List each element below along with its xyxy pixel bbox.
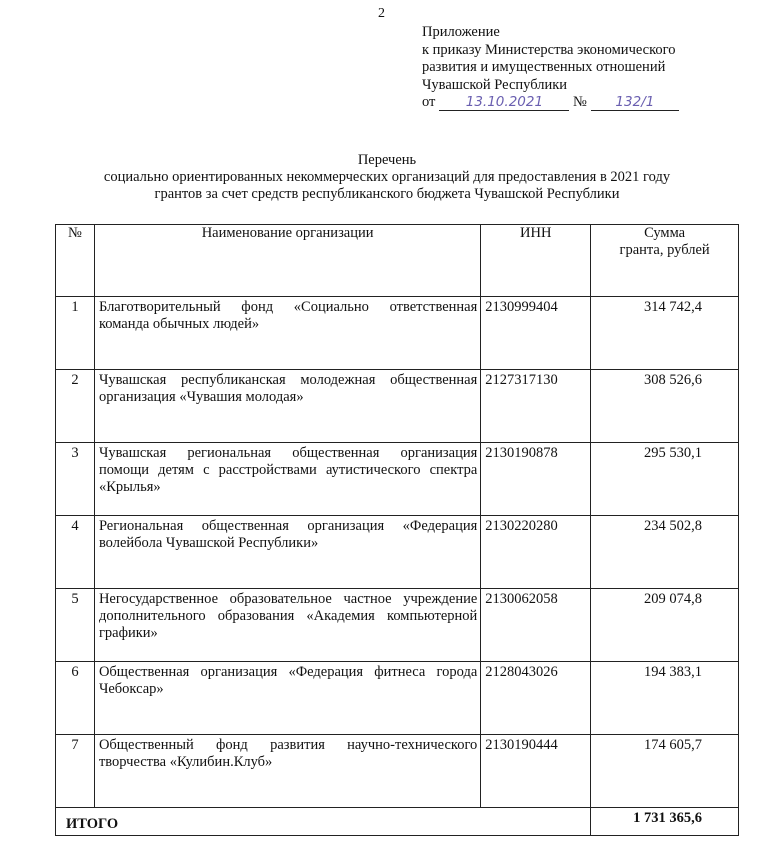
order-number: 132/1: [591, 95, 679, 111]
row-sum: 308 526,6: [591, 370, 739, 443]
appendix-line-2: к приказу Министерства экономического: [422, 41, 676, 58]
appendix-line-1: Приложение: [422, 24, 500, 40]
row-name: Чувашская республиканская молодежная общественная организация «Чувашия молодая»: [94, 370, 480, 443]
row-name: Общественная организация «Федерация фитнеса города Чебоксар»: [94, 662, 480, 735]
header-sum: [591, 225, 739, 297]
row-inn: 2130062058: [481, 589, 591, 662]
row-name: Чувашская региональная общественная организация помощи детям с расстройствами аутистического спектра «Крылья»: [94, 443, 480, 516]
row-num: 3: [56, 443, 95, 516]
row-num: 6: [56, 662, 95, 735]
appendix-line-4: Чувашской Республики: [422, 76, 568, 93]
row-name: Благотворительный фонд «Социально ответственная команда обычных людей»: [94, 297, 480, 370]
row-name: Негосударственное образовательное частное учреждение дополнительного образования «Академия компьютерной графики»: [94, 589, 480, 662]
row-inn: 2130220280: [481, 516, 591, 589]
table-header-row: [56, 225, 739, 297]
header-name: Наименование организации: [94, 225, 480, 297]
header-sum-line-1: Сумма: [644, 225, 686, 241]
header-num: №: [56, 225, 95, 297]
appendix-line-3: развития и имущественных отношений: [422, 59, 666, 75]
total-sum: 1 731 365,6: [591, 808, 739, 836]
organizations-table: [55, 224, 739, 836]
row-sum: 295 530,1: [591, 443, 739, 516]
table-row: [56, 443, 739, 516]
page-number: 2: [378, 6, 385, 21]
row-sum: 174 605,7: [591, 735, 739, 808]
table-row: [56, 662, 739, 735]
row-sum: 234 502,8: [591, 516, 739, 589]
table-row: [56, 516, 739, 589]
row-num: 4: [56, 516, 95, 589]
table-row: [56, 297, 739, 370]
title-line-2: социально ориентированных некоммерческих организаций для предоставления в 2021 году: [103, 169, 671, 185]
appendix-header: [422, 24, 762, 112]
row-inn: 2128043026: [481, 662, 591, 735]
total-row: [56, 808, 739, 836]
header-sum-line-2: гранта, рублей: [619, 242, 710, 258]
document-title: [40, 152, 734, 203]
row-name: Региональная общественная организация «Федерация волейбола Чувашской Республики»: [94, 516, 480, 589]
row-inn: 2130999404: [481, 297, 591, 370]
table-row: [56, 370, 739, 443]
row-inn: 2130190878: [481, 443, 591, 516]
row-sum: 194 383,1: [591, 662, 739, 735]
total-label: ИТОГО: [56, 808, 591, 836]
row-sum: 209 074,8: [591, 589, 739, 662]
row-name: Общественный фонд развития научно-технического творчества «Кулибин.Клуб»: [94, 735, 480, 808]
row-sum: 314 742,4: [591, 297, 739, 370]
table-row: [56, 589, 739, 662]
order-reference: [422, 94, 762, 112]
row-inn: 2130190444: [481, 735, 591, 808]
row-num: 1: [56, 297, 95, 370]
title-line-3: грантов за счет средств республиканского бюджета Чувашской Республики: [154, 186, 620, 202]
row-num: 5: [56, 589, 95, 662]
table-row: [56, 735, 739, 808]
row-num: 2: [56, 370, 95, 443]
title-line-1: Перечень: [357, 152, 417, 168]
row-num: 7: [56, 735, 95, 808]
row-inn: 2127317130: [481, 370, 591, 443]
order-date: 13.10.2021: [439, 95, 569, 111]
number-label: №: [573, 94, 587, 110]
header-inn: ИНН: [481, 225, 591, 297]
from-label: от: [422, 94, 436, 110]
